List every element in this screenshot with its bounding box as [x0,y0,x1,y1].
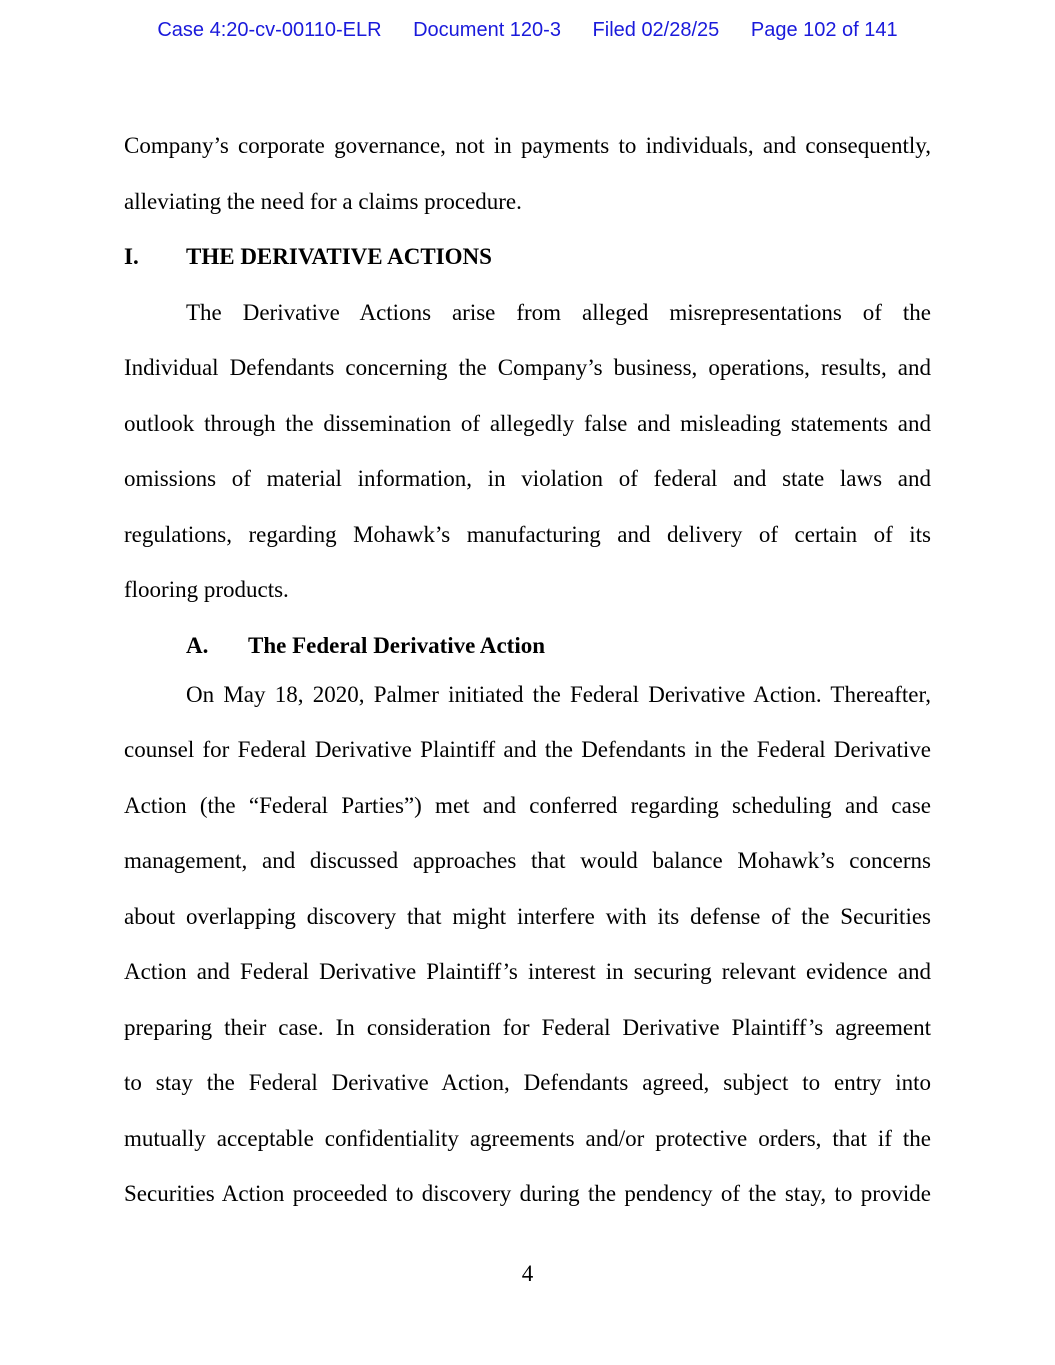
text-line: omissions of material information, in violation of federal and state laws and [124,466,931,491]
text-line: alleviating the need for a claims procedure. [124,188,522,214]
section-number: I. [124,244,139,269]
page-count: Page 102 of 141 [750,19,898,41]
document-body [124,118,931,1222]
text-line: mutually acceptable confidentiality agreements and/or protective orders, that if the [124,1125,931,1151]
text-line: Individual Defendants concerning the Company’s business, operations, results, and [124,355,931,380]
text-line: Action and Federal Derivative Plaintiff’s interest in securing relevant evidence and [124,959,931,984]
text-line: management, and discussed approaches that would balance Mohawk’s concerns [124,848,931,873]
text-line: Company’s corporate governance, not in payments to individuals, and consequently, [124,133,931,158]
page-number: 4 [521,1261,534,1286]
case-number: Case 4:20-cv-00110-ELR [157,19,382,41]
intro-paragraph [124,118,931,229]
text-line: counsel for Federal Derivative Plaintiff and the Defendants in the Federal Derivative [124,737,931,762]
document-number: Document 120-3 [413,19,561,41]
text-line: On May 18, 2020, Palmer initiated the Federal Derivative Action. Thereafter, [186,681,931,707]
text-line: to stay the Federal Derivative Action, Defendants agreed, subject to entry into [124,1070,931,1095]
section-title: THE DERIVATIVE ACTIONS [186,244,492,269]
filed-date: Filed 02/28/25 [592,19,720,41]
text-line: The Derivative Actions arise from alleged misrepresentations of the [186,299,931,325]
derivative-actions-paragraph [124,285,931,618]
text-line: outlook through the dissemination of allegedly false and misleading statements and [124,410,931,436]
text-line: flooring products. [124,577,289,602]
text-line: Securities Action proceeded to discovery during the pendency of the stay, to provide [124,1181,931,1206]
section-heading-derivative-actions [124,229,931,285]
subsection-title: The Federal Derivative Action [248,632,546,658]
text-line: about overlapping discovery that might interfere with its defense of the Securities [124,903,931,929]
federal-derivative-paragraph [124,667,931,1222]
subsection-number: A. [186,632,209,658]
text-line: Action (the “Federal Parties”) met and conferred regarding scheduling and case [124,792,931,818]
case-header [0,19,1055,42]
text-line: preparing their case. In consideration for Federal Derivative Plaintiff’s agreement [124,1014,931,1040]
subsection-heading-federal-derivative-action [124,618,931,667]
text-line: regulations, regarding Mohawk’s manufacturing and delivery of certain of its [124,521,931,547]
